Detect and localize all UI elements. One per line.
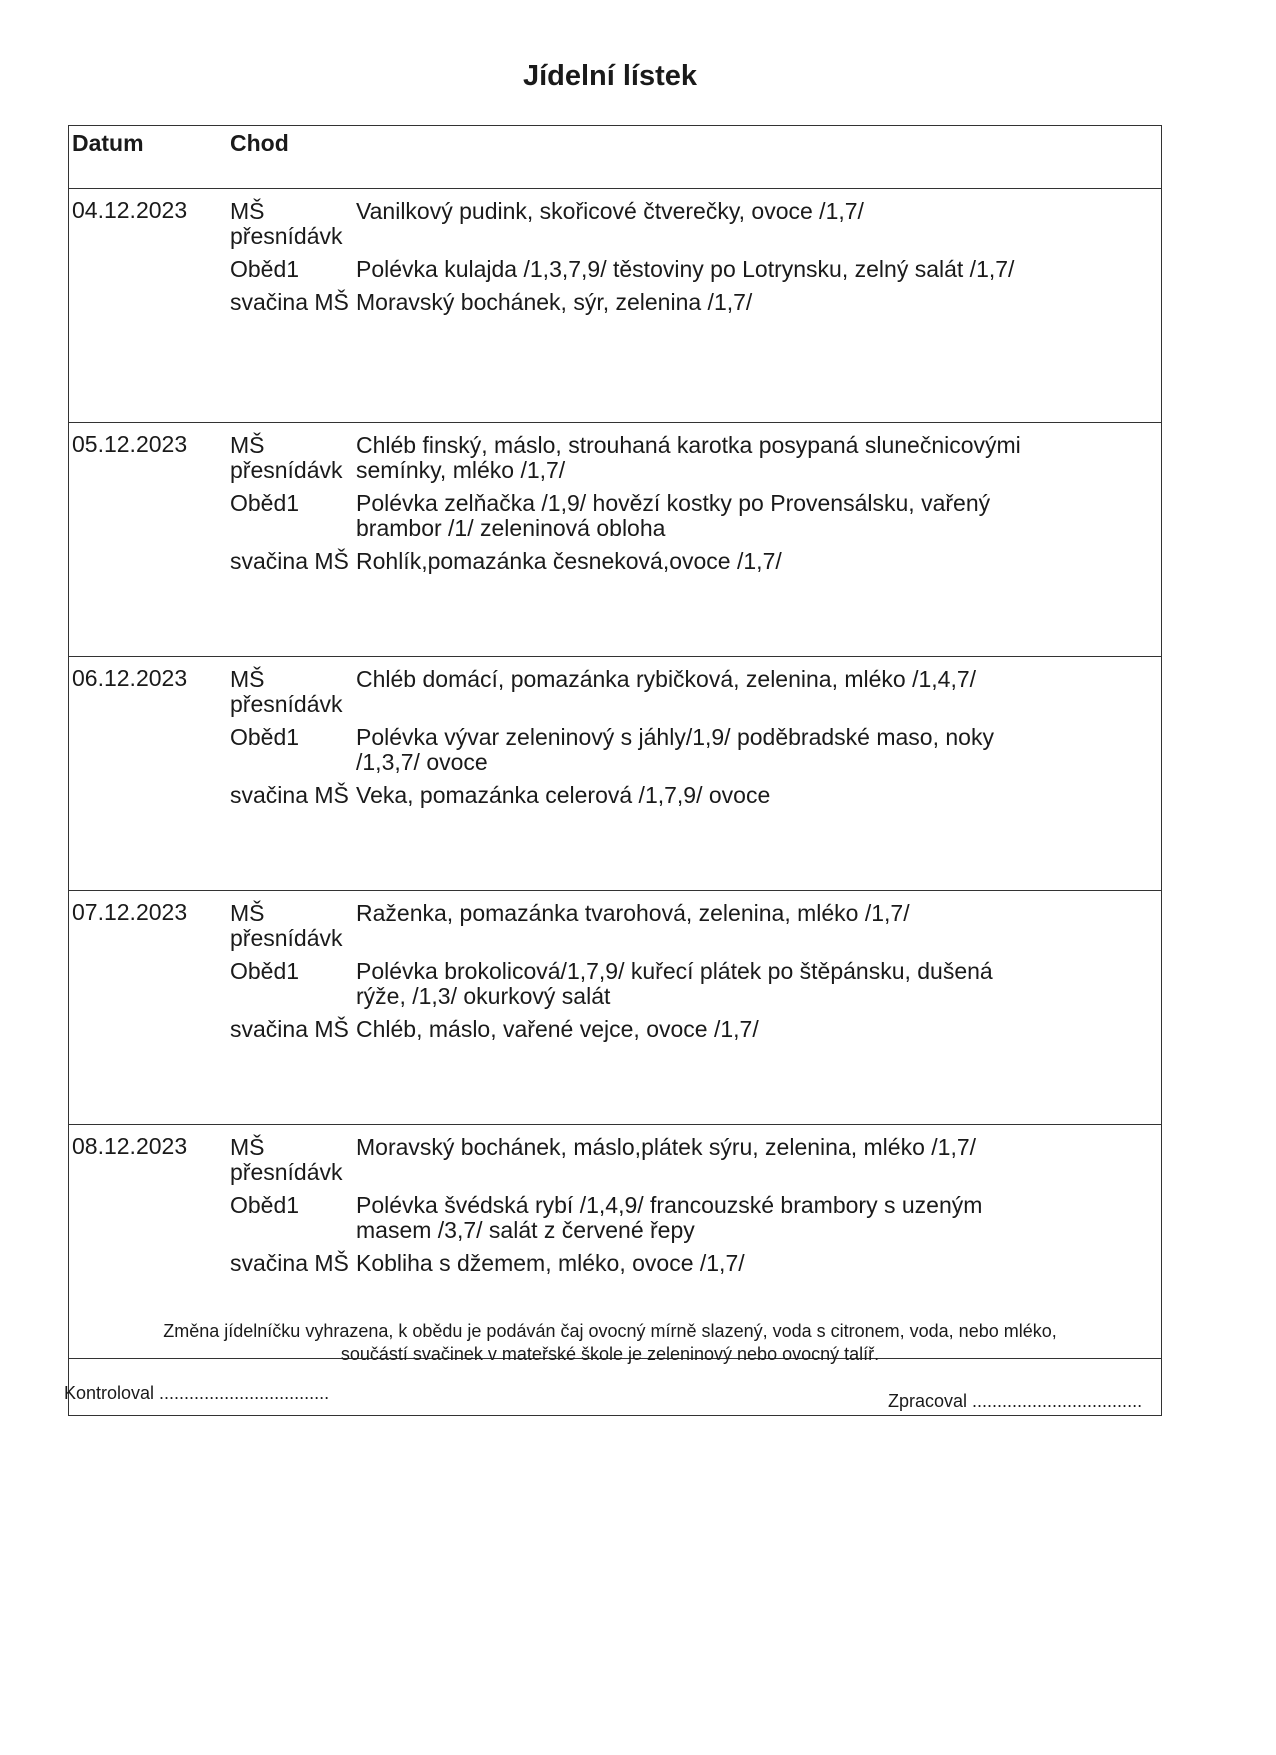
meal-description: Polévka brokolicová/1,7,9/ kuřecí plátek po štěpánsku, dušená rýže, /1,3/ okurkový salát xyxy=(356,958,993,1009)
day-date: 08.12.2023 xyxy=(69,1125,231,1359)
meal-description: Moravský bochánek, sýr, zelenina /1,7/ xyxy=(356,289,753,315)
day-date: 04.12.2023 xyxy=(69,189,231,423)
day-meals xyxy=(230,423,1162,657)
day-row xyxy=(69,657,1162,891)
day-meals xyxy=(230,189,1162,423)
meal-description: Polévka švédská rybí /1,4,9/ francouzské brambory s uzeným masem /3,7/ salát z červené řepy xyxy=(356,1192,983,1243)
meal-item xyxy=(230,667,1161,717)
meal-item xyxy=(230,1251,1161,1276)
day-meals xyxy=(230,891,1162,1125)
day-date: 05.12.2023 xyxy=(69,423,231,657)
page-title: Jídelní lístek xyxy=(522,60,698,92)
meal-label: MŠ přesnídávk xyxy=(230,1134,343,1185)
meal-label: MŠ přesnídávk xyxy=(230,666,343,717)
meal-label: MŠ přesnídávk xyxy=(230,900,343,951)
meal-item xyxy=(230,1135,1161,1185)
meal-item xyxy=(230,433,1161,483)
header-date: Datum xyxy=(69,126,231,189)
checked-by: Kontroloval .................................. xyxy=(64,1383,330,1403)
meal-label: MŠ přesnídávk xyxy=(230,432,343,483)
day-date: 07.12.2023 xyxy=(69,891,231,1125)
meal-item xyxy=(230,199,1161,249)
meal-description: Moravský bochánek, máslo,plátek sýru, zelenina, mléko /1,7/ xyxy=(356,1134,977,1160)
meal-item xyxy=(230,959,1161,1009)
meal-description: Polévka kulajda /1,3,7,9/ těstoviny po Lotrynsku, zelný salát /1,7/ xyxy=(356,256,1015,282)
meal-item xyxy=(230,290,1161,315)
meal-description: Rohlík,pomazánka česneková,ovoce /1,7/ xyxy=(356,548,782,574)
meal-label: Oběd1 xyxy=(230,724,300,750)
header-course: Chod xyxy=(230,126,1162,189)
meal-item xyxy=(230,1193,1161,1243)
meal-item xyxy=(230,901,1161,951)
meal-label: svačina MŠ xyxy=(230,548,349,574)
meal-label: Oběd1 xyxy=(230,958,300,984)
meal-description: Chléb domácí, pomazánka rybičková, zelenina, mléko /1,4,7/ xyxy=(356,666,977,692)
meal-label: MŠ přesnídávk xyxy=(230,198,343,249)
meal-item xyxy=(230,1017,1161,1042)
menu-table xyxy=(68,125,1162,1416)
meal-item xyxy=(230,257,1161,282)
meal-label: Oběd1 xyxy=(230,256,300,282)
day-row xyxy=(69,189,1162,423)
meal-description: Kobliha s džemem, mléko, ovoce /1,7/ xyxy=(356,1250,745,1276)
meal-description: Chléb, máslo, vařené vejce, ovoce /1,7/ xyxy=(356,1016,759,1042)
day-row xyxy=(69,423,1162,657)
meal-item xyxy=(230,491,1161,541)
table-header-row xyxy=(69,126,1162,189)
meal-label: Oběd1 xyxy=(230,1192,300,1218)
footer-note xyxy=(60,1320,1160,1366)
meal-label: svačina MŠ xyxy=(230,289,349,315)
meal-description: Vanilkový pudink, skořicové čtverečky, ovoce /1,7/ xyxy=(356,198,864,224)
meal-label: svačina MŠ xyxy=(230,1016,349,1042)
meal-description: Raženka, pomazánka tvarohová, zelenina, mléko /1,7/ xyxy=(356,900,910,926)
meal-description: Polévka zelňačka /1,9/ hovězí kostky po Provensálsku, vařený brambor /1/ zeleninová obloha xyxy=(356,490,991,541)
meal-description: Polévka vývar zeleninový s jáhly/1,9/ poděbradské maso, noky /1,3,7/ ovoce xyxy=(356,724,994,775)
meal-item xyxy=(230,549,1161,574)
meal-label: svačina MŠ xyxy=(230,782,349,808)
day-meals xyxy=(230,657,1162,891)
day-date: 06.12.2023 xyxy=(69,657,231,891)
meal-label: svačina MŠ xyxy=(230,1250,349,1276)
prepared-by: Zpracoval .................................. xyxy=(888,1391,1143,1411)
meal-item xyxy=(230,783,1161,808)
meal-item xyxy=(230,725,1161,775)
day-row xyxy=(69,891,1162,1125)
meal-label: Oběd1 xyxy=(230,490,300,516)
note-line-2: součástí svačinek v mateřské škole je zeleninový nebo ovocný talíř. xyxy=(340,1344,880,1364)
meal-description: Chléb finský, máslo, strouhaná karotka posypaná slunečnicovými semínky, mléko /1,7/ xyxy=(356,432,1021,483)
meal-description: Veka, pomazánka celerová /1,7,9/ ovoce xyxy=(356,782,771,808)
note-line-1: Změna jídelníčku vyhrazena, k obědu je podáván čaj ovocný mírně slazený, voda s citronem, voda, nebo mléko, xyxy=(163,1321,1057,1341)
